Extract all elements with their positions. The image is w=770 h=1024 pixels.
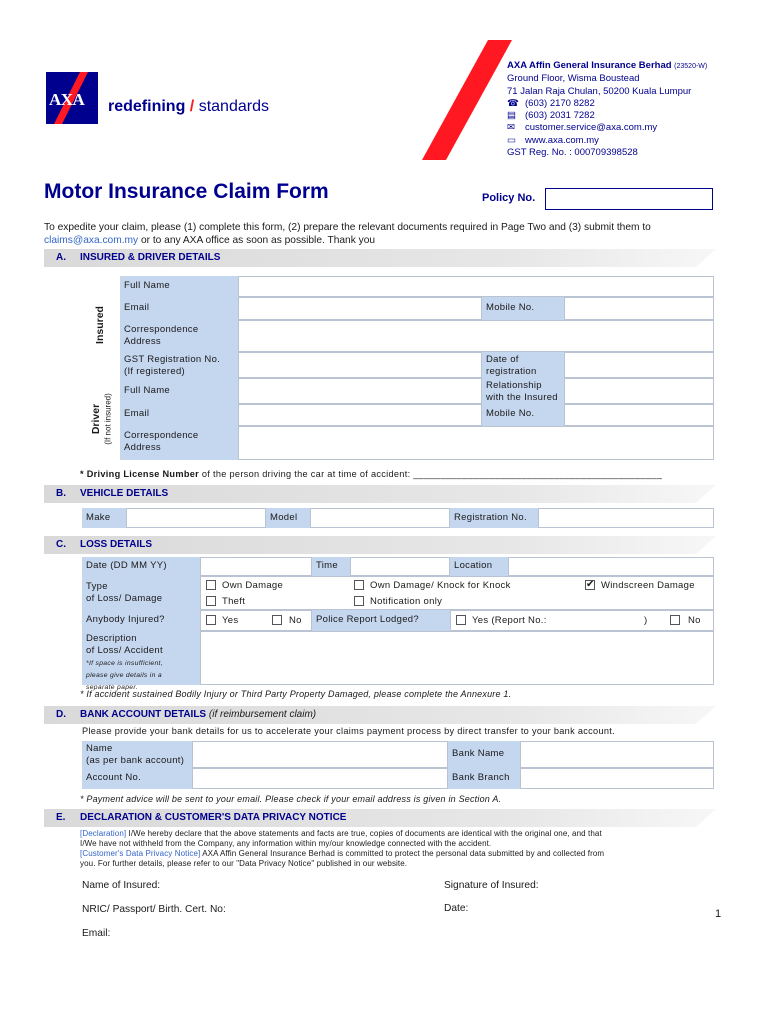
intro-line1: To expedite your claim, please (1) complete this form, (2) prepare the relevant documents required in Page Two and (3) submit them to [44,222,651,233]
police-close-paren: ) [644,615,648,626]
injured-yes-text: Yes [222,615,239,626]
driver-email-text: Email [124,408,150,419]
policy-number-input[interactable] [545,188,713,210]
declaration-tag: [Declaration] [80,829,127,838]
account-no-field[interactable] [192,768,448,789]
model-label [266,508,310,528]
company-website: www.axa.com.my [525,134,599,146]
full-name-text: Full Name [124,280,170,291]
insured-vertical-label [82,275,118,375]
declaration-text2: I/We have not withheld from the Company, any information within my/our knowledge connected with the accident. [80,839,492,848]
declaration-text1: I/We hereby declare that the above statements and facts are true, copies of documents are identical with the original one, and that [126,829,602,838]
account-name-text1: Name [86,743,113,754]
relationship-text2: with the Insured [486,392,558,403]
driver-text: Driver [90,403,102,435]
email-label [120,297,238,320]
date-reg-field[interactable] [564,352,714,378]
loss-date-label [82,557,200,576]
gst-field[interactable] [238,352,482,378]
policy-label: Policy No. [482,192,536,204]
gst-text1: GST Registration No. [124,354,221,365]
loss-time-label [312,557,350,576]
account-name-text2: (as per bank account) [86,755,185,766]
model-text: Model [270,512,298,523]
driver-full-name-field[interactable] [238,378,482,404]
model-field[interactable] [310,508,450,528]
address-label [120,320,238,352]
relationship-field[interactable] [564,378,714,404]
reg-no-label [450,508,538,528]
injured-no-checkbox[interactable] [272,615,282,625]
driver-full-name-label [120,378,238,404]
axa-logo [46,72,98,124]
driver-address-field[interactable] [238,426,714,460]
injured-yes-checkbox[interactable] [206,615,216,625]
driver-subtext: (If not insured) [103,393,113,445]
injured-label [82,610,200,631]
theft-text: Theft [222,596,246,607]
description-text2: of Loss/ Accident [86,645,163,656]
bank-name-label [448,741,520,768]
declaration-text [80,829,720,869]
theft-checkbox[interactable] [206,596,216,606]
intro-text [44,222,724,247]
section-b-title: VEHICLE DETAILS [80,488,169,499]
police-no-text: No [688,615,701,626]
driver-address-label [120,426,238,460]
account-name-field[interactable] [192,741,448,768]
date-reg-text1: Date of [486,354,519,365]
email-text: Email [124,302,150,313]
email-field[interactable] [238,297,482,320]
description-label [82,631,200,691]
relationship-text1: Relationship [486,380,542,391]
address-line1: Ground Floor, Wisma Boustead [507,73,640,85]
logo-text: AXA [49,90,85,109]
phone-icon: ☎ [507,97,519,109]
police-no-checkbox[interactable] [670,615,680,625]
own-damage-text: Own Damage [222,580,284,591]
make-label [82,508,126,528]
mobile-field[interactable] [564,297,714,320]
privacy-text2: you. For further details, please refer to our "Data Privacy Notice" published in our website. [80,859,408,868]
address-field[interactable] [238,320,714,352]
loss-time-text: Time [316,560,338,571]
own-damage-kfk-checkbox[interactable] [354,580,364,590]
reg-no-field[interactable] [538,508,714,528]
license-rest: of the person driving the car at time of accident: ______________________________________________ [199,469,663,479]
police-yes-text: Yes (Report No.: [472,615,547,626]
tagline-rest: standards [198,98,269,115]
driver-address-text2: Address [124,442,161,453]
description-note2: please give details in a [86,672,162,679]
loss-type-text1: Type [86,581,108,592]
description-note1: *If space is insufficient, [86,660,163,667]
nric-label: NRIC/ Passport/ Birth. Cert. No: [82,904,226,915]
police-yes-checkbox[interactable] [456,615,466,625]
police-label [312,610,450,631]
full-name-field[interactable] [238,276,714,297]
loss-location-label [450,557,508,576]
section-b-header [44,485,716,503]
section-d-letter: D. [56,709,66,720]
driver-mobile-label [482,404,564,426]
intro-email-link[interactable]: claims@axa.com.my [44,234,139,246]
section-c-header [44,536,716,554]
gst-label [120,352,238,378]
relationship-label [482,378,564,404]
section-d-title-text: BANK ACCOUNT DETAILS [80,709,207,720]
own-damage-kfk-text: Own Damage/ Knock for Knock [370,580,511,591]
section-a-letter: A. [56,252,66,263]
section-d-title [80,709,316,720]
section-e-title: DECLARATION & CUSTOMER'S DATA PRIVACY NOTICE [80,812,347,823]
tagline [108,98,269,116]
bank-branch-field[interactable] [520,768,714,789]
bank-branch-label [448,768,520,789]
date-reg-text2: registration [486,366,537,377]
loss-location-text: Location [454,560,493,571]
make-field[interactable] [126,508,266,528]
address-text2: Address [124,336,161,347]
reg-no-text: Registration No. [454,512,527,523]
bank-branch-text: Bank Branch [452,772,510,783]
driver-vertical-label [82,378,118,460]
intro-line2: or to any AXA office as soon as possible. Thank you [138,234,376,246]
account-name-label [82,741,192,768]
mobile-label [482,297,564,320]
account-no-label [82,768,192,789]
license-bold: * Driving License Number [80,469,200,479]
notification-text: Notification only [370,596,443,607]
bank-name-field[interactable] [520,741,714,768]
insured-text: Insured [94,306,106,344]
description-note3: separate paper. [86,684,138,691]
description-field[interactable] [200,631,714,685]
mail-icon: ✉ [507,122,515,134]
section-a-title: INSURED & DRIVER DETAILS [80,252,221,263]
address-line2: 71 Jalan Raja Chulan, 50200 Kuala Lumpur [507,85,692,97]
loss-date-field[interactable] [200,557,312,576]
computer-icon: ▭ [507,134,516,146]
description-text1: Description [86,633,137,644]
windscreen-text: Windscreen Damage [601,580,695,591]
loss-date-text: Date (DD MM YY) [86,560,167,571]
windscreen-checkbox[interactable] [585,580,595,590]
annexure-note: * If accident sustained Bodily Injury or Third Party Property Damaged, please complete the Annexure 1. [80,689,512,699]
driver-email-label [120,404,238,426]
police-text: Police Report Lodged? [316,614,419,625]
driver-address-text1: Correspondence [124,430,199,441]
address-text1: Correspondence [124,324,199,335]
company-name: AXA Affin General Insurance Berhad [507,60,672,71]
own-damage-checkbox[interactable] [206,580,216,590]
bank-name-text: Bank Name [452,748,505,759]
gst-number: GST Reg. No. : 000709398528 [507,147,638,159]
driver-full-name-text: Full Name [124,385,170,396]
fax-number: (603) 2031 7282 [525,110,595,122]
injured-no-text: No [289,615,302,626]
signature-label: Signature of Insured: [444,880,539,891]
date-reg-label [482,352,564,378]
payment-note: * Payment advice will be sent to your email. Please check if your email address is given in Section A. [80,794,502,804]
tagline-bold: redefining [108,98,186,115]
loss-time-field[interactable] [350,557,450,576]
tagline-slash: / [189,98,195,115]
bank-intro: Please provide your bank details for us to accelerate your claims payment process by direct transfer to your bank account. [82,726,615,736]
name-of-insured-label: Name of Insured: [82,880,161,891]
date-label: Date: [444,903,469,914]
loss-type-text2: of Loss/ Damage [86,593,163,604]
form-title: Motor Insurance Claim Form [44,180,329,203]
notification-checkbox[interactable] [354,596,364,606]
injured-text: Anybody Injured? [86,614,165,625]
email-sign-label: Email: [82,928,111,939]
privacy-tag: [Customer's Data Privacy Notice] [80,849,201,858]
fax-icon: ▤ [507,110,516,122]
section-e-header [44,809,716,827]
loss-location-field[interactable] [508,557,714,576]
windscreen-check-mark: ✔ [586,579,595,590]
section-c-title: LOSS DETAILS [80,539,153,550]
red-stripe-icon [420,40,520,160]
driver-mobile-text: Mobile No. [486,408,535,419]
mobile-text: Mobile No. [486,302,535,313]
section-c-letter: C. [56,539,66,550]
phone-number: (603) 2170 8282 [525,97,595,109]
section-b-letter: B. [56,488,66,499]
section-a-header [44,249,716,267]
make-text: Make [86,512,111,523]
account-no-text: Account No. [86,772,142,783]
driving-license-line [80,469,662,479]
privacy-text1: AXA Affin General Insurance Berhad is committed to protect the personal data submitted by and collected from [200,849,605,858]
driver-email-field[interactable] [238,404,482,426]
full-name-label [120,276,238,297]
company-reg: (23520-W) [674,63,708,70]
section-e-letter: E. [56,812,66,823]
gst-text2: (If registered) [124,366,185,377]
company-email: customer.service@axa.com.my [525,122,658,134]
section-d-header [44,706,716,724]
page-number: 1 [715,908,722,920]
company-info [507,60,707,159]
section-d-title-italic: (if reimbursement claim) [206,709,317,720]
driver-mobile-field[interactable] [564,404,714,426]
loss-type-label [82,576,200,610]
